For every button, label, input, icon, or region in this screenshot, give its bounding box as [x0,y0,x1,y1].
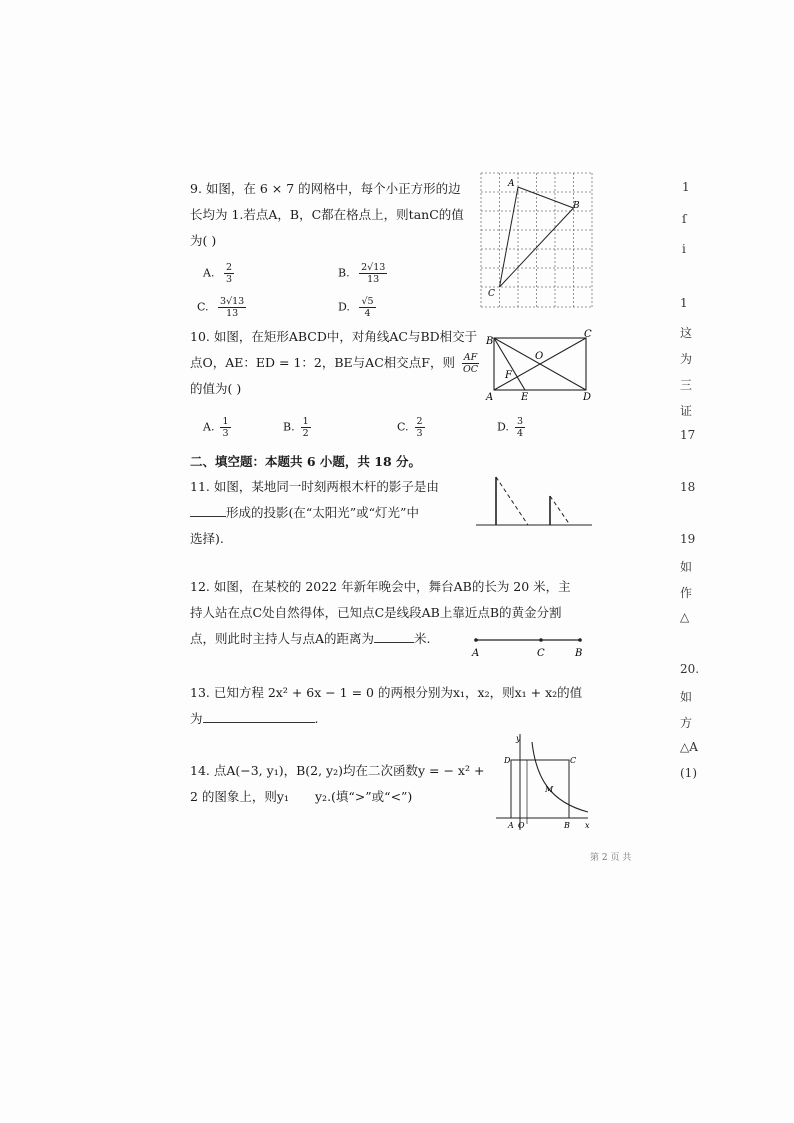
q10-option-b[interactable]: B. $\frac{1}{2}$ [283,416,309,439]
q10-label-a: A [486,392,494,403]
q12-line-3: 点，则此时主持人与点A的距离为 米. [190,626,571,652]
q12-line-2: 持人站在点C处自然得体，已知点C是线段AB上靠近点B的黄金分割 [190,605,562,620]
q14-line-2: 2 的图象上，则y₁ y₂.(填“>”或“<”) [190,784,484,810]
section-2-heading: 二、填空题：本题共 6 小题，共 18 分。 [190,454,422,469]
q10-segment-be [494,338,525,390]
q12-label-b: B [575,648,583,658]
q9-option-d[interactable]: D. $\frac{√5}{4}$ [338,296,374,319]
q12-line-1: 12. 如图，在某校的 2022 年新年晚会中，舞台AB的长为 20 米，主 [190,579,571,594]
right-edge-text-8: 证 [680,404,693,418]
q12-label-c: C [537,648,545,658]
right-edge-text-12: 如 [680,560,693,574]
q10-label-c: C [584,329,592,340]
q9-option-d-fraction: $\frac{√5}{4}$ [361,296,374,319]
q12-point-a [474,638,478,642]
question-13 [190,680,582,732]
q11-shadow-ray-2 [550,496,570,525]
right-edge-text-7: 三 [680,378,693,392]
q9-option-b[interactable]: B. $\frac{2√13}{13}$ [338,262,386,285]
q14-label-y: y [516,734,521,743]
q10-line-1: 10. 如图，在矩形ABCD中，对角线AC与BD相交于 [190,329,478,344]
right-edge-text-17: 方 [680,716,693,730]
question-11 [190,474,439,552]
q13-answer-blank[interactable] [203,708,315,723]
q14-line-1: 14. 点A(−3, y₁)，B(2, y₂)均在二次函数y = − x² + [190,763,485,778]
q10-label-b: B [486,336,494,347]
q10-line-3: 的值为( ) [190,381,242,396]
q9-option-c-fraction: $\frac{3√13}{13}$ [220,296,245,319]
q14-label-d: D [504,756,511,765]
q12-label-a: A [472,648,480,658]
q10-option-a[interactable]: A. $\frac{1}{3}$ [203,416,229,439]
q11-line-3: 选择). [190,531,224,546]
q9-label-c: C [488,289,495,299]
right-edge-text-5: 这 [680,326,693,340]
q14-graph-figure [492,732,592,834]
q9-label-b: B [573,201,580,211]
question-9 [190,176,464,254]
q14-answer-blank[interactable] [289,786,315,801]
right-edge-text-19: (1) [680,766,697,780]
q14-label-a: A [508,821,514,830]
right-edge-text-1: 1 [682,180,690,194]
right-edge-text-15: 20. [680,662,700,676]
right-edge-text-18: △A [680,740,698,754]
q12-point-b [578,638,582,642]
q9-option-a[interactable]: A. $\frac{2}{3}$ [203,262,232,285]
q9-option-a-fraction: $\frac{2}{3}$ [225,262,232,285]
q10-ratio-fraction: $\frac{AF}{OC}$ [462,352,479,375]
q11-line-1: 11. 如图，某地同一时刻两根木杆的影子是由 [190,479,439,494]
q9-line-1: 9. 如图，在 6 × 7 的网格中，每个小正方形的边 [190,181,461,196]
q11-shadow-ray-1 [496,477,528,525]
q11-line-2: 形成的投影(在“太阳光”或“灯光”中 [190,500,439,526]
q9-option-b-fraction: $\frac{2√13}{13}$ [361,262,386,285]
question-14 [190,758,484,810]
right-edge-text-9: 17 [680,428,696,442]
q9-grid-lines [481,173,592,307]
q9-line-3: 为( ) [190,233,217,248]
right-edge-text-13: 作 [680,586,693,600]
q14-label-c: C [570,756,577,765]
q13-line-1: 13. 已知方程 2x² + 6x − 1 = 0 的两根分别为x₁，x₂，则x₁ + x₂的值 [190,685,583,700]
q14-curve [532,742,588,812]
q10-label-d: D [583,392,592,403]
right-edge-text-2: ſ [682,212,687,226]
q11-shadow-figure [474,472,594,530]
right-edge-text-11: 19 [680,532,696,546]
q9-grid-figure [478,170,594,310]
right-edge-text-4: 1 [680,296,688,310]
q10-label-o: O [535,351,544,362]
right-edge-text-14: △ [680,610,690,624]
q14-label-x: x [585,821,590,830]
q10-option-c[interactable]: C. $\frac{2}{3}$ [397,416,423,439]
q9-label-a: A [508,179,515,189]
q10-rectangle-figure [484,328,596,404]
right-edge-text-3: i [682,242,686,256]
right-edge-text-10: 18 [680,480,696,494]
q11-answer-blank[interactable] [190,502,226,517]
q9-option-c[interactable]: C. $\frac{3√13}{13}$ [197,296,245,319]
q9-line-2: 长均为 1.若点A，B，C都在格点上，则tanC的值 [190,207,464,222]
page-footer: 第 2 页 共 [590,853,632,863]
q14-label-o: O [518,821,525,830]
q12-answer-blank[interactable] [374,628,414,643]
q14-label-b: B [564,821,570,830]
right-edge-text-16: 如 [680,690,693,704]
q14-label-m: M [545,785,554,794]
q10-line-2: 点O，AE：ED = 1：2，BE与AC相交点F，则 $\frac{AF}{OC}$ [190,352,479,375]
right-edge-text-6: 为 [680,352,693,366]
question-10 [190,324,480,402]
q12-point-c [539,638,543,642]
q12-segment-figure [470,630,586,658]
q10-label-f: F [505,370,512,381]
q10-label-e: E [521,392,529,403]
q13-line-2: 为 . [190,706,582,732]
q10-option-d[interactable]: D. $\frac{3}{4}$ [497,416,523,439]
